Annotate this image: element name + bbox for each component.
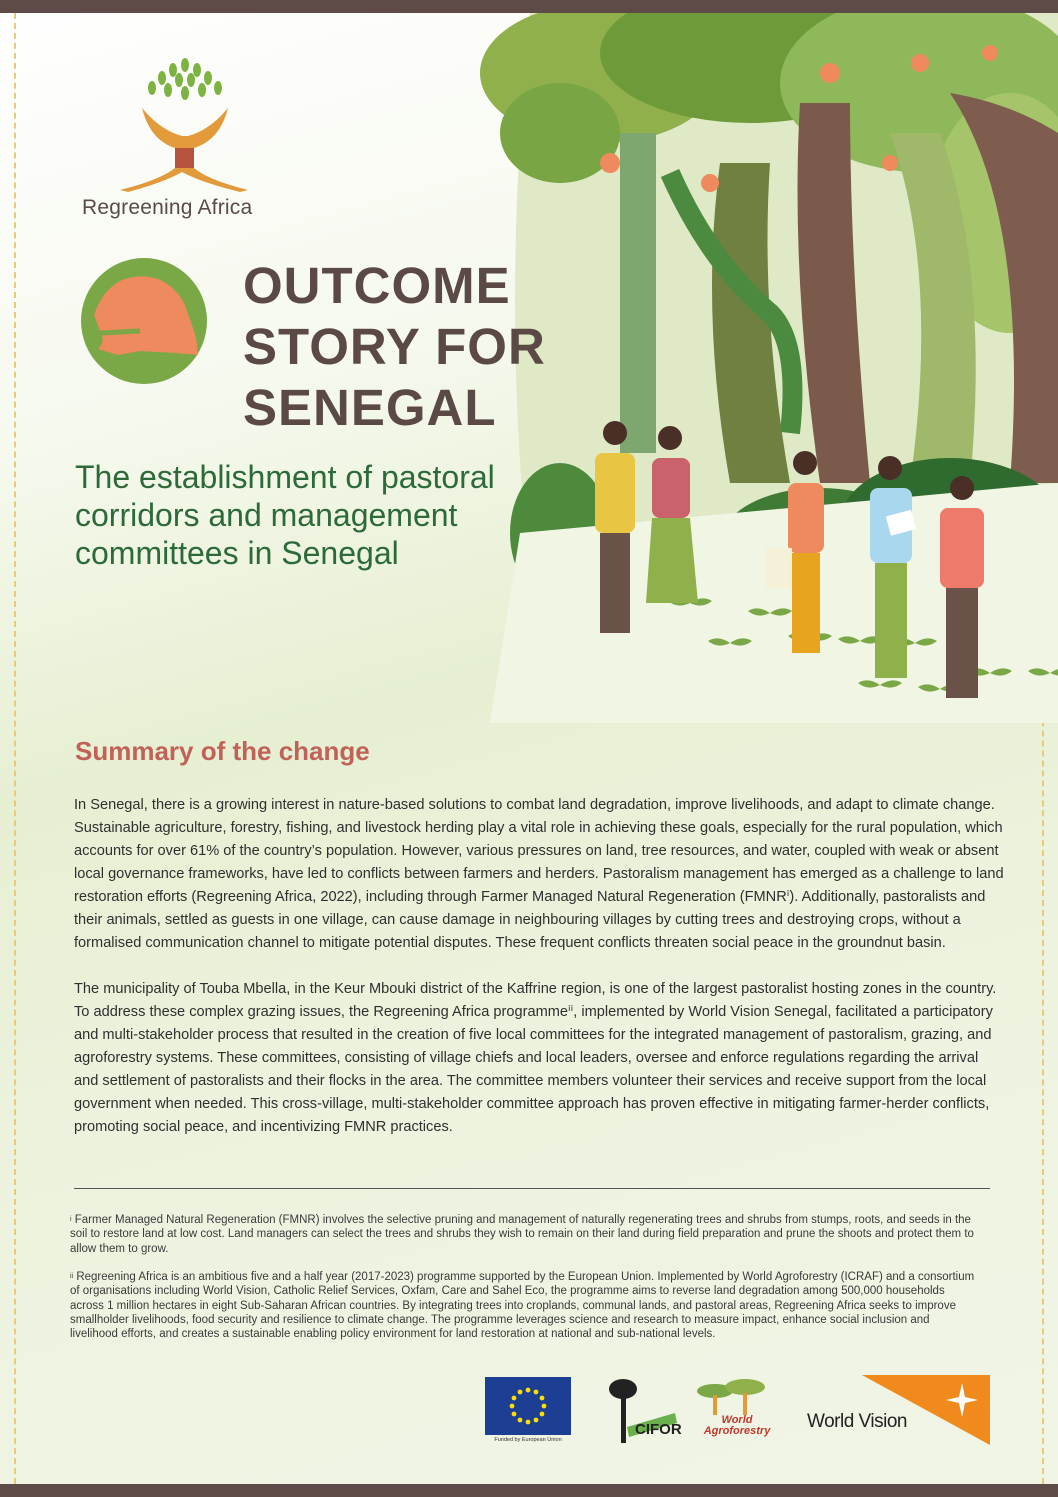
title-line: OUTCOME [243, 257, 511, 314]
cifor-label: CIFOR [635, 1421, 682, 1438]
partner-logos [480, 1375, 990, 1450]
title-line: SENEGAL [243, 379, 497, 436]
footnote [70, 1270, 980, 1341]
footnote-text: Farmer Managed Natural Regeneration (FMNR) involves the selective pruning and management of naturally regenerating trees and shrubs from stumps, roots, and seeds in the soil to restore land at low cost. Land managers can select the trees and shrubs they wish to remain on their land during field preparation and prune the shoots and protect them to allow them to grow. [70, 1214, 974, 1255]
eu-caption: Funded by European Union [494, 1437, 562, 1443]
title-line: STORY FOR [243, 318, 546, 375]
summary-body [74, 794, 1004, 1162]
section-heading: Summary of the change [75, 736, 370, 766]
footnote-text: Regreening Africa is an ambitious five and a half year (2017-2023) programme supported by the European Union. Implemented by World Agroforestry (ICRAF) and a consortium of organisations including World Vision, Catholic Relief Services, Oxfam, Care and Sahel Eco, the programme aims to reverse land degradation among 500,000 households across 1 million hectares in eight Sub-Saharan African countries. By integrating trees into croplands, communal lands, and pastoral areas, Regreening Africa seeks to improve smallholder livelihoods, food security and resilience to climate change. The programme leverages science and research to measure impact, enhance social inclusion and livelihood efforts, and creates a sustainable enabling policy environment for land restoration at national and sub-national levels. [70, 1271, 975, 1341]
footnote-divider [74, 1188, 990, 1189]
eu-flag-icon [485, 1377, 571, 1435]
bottom-border [0, 1484, 1058, 1497]
paragraph: The municipality of Touba Mbella, in the Keur Mbouki district of the Kaffrine region, is one of the largest pastoralist hosting zones in the country. To address these complex grazing issues, the Regreening Africa programmeⁱⁱ, implemented by World Vision Senegal, facilitated a participatory and multi-stakeholder process that resulted in the creation of five local committees for the integrated management of pastoralism, grazing, and agroforestry systems. These committees, consisting of village chiefs and local leaders, oversee and enforce regulations regarding the arrival and settlement of pastoralists and their flocks in the area. The committee members volunteer their services and receive support from the local government when needed. This cross-village, multi-stakeholder committee approach has proven effective in mitigating farmer-herder conflicts, promoting social peace, and incentivizing FMNR practices. [74, 981, 997, 1135]
page-subtitle [75, 458, 545, 572]
left-decorative-line [14, 13, 16, 1484]
footnote-marker: ii [70, 1273, 74, 1280]
tree-trunk [620, 133, 656, 453]
top-border [0, 0, 1058, 13]
footnote [70, 1213, 980, 1256]
subtitle-line: committees in Senegal [75, 535, 399, 571]
icraf-label-line: Agroforestry [703, 1425, 771, 1437]
subtitle-line: corridors and management [75, 497, 458, 533]
icraf-label-line: World [721, 1414, 753, 1426]
paragraph: In Senegal, there is a growing interest in nature-based solutions to combat land degradation, improve livelihoods, and adapt to climate change. Sustainable agriculture, forestry, fishing, and livestock herding play a vital role in achieving these goals, especially for the rural population, which accounts for over 61% of the country’s population. However, various pressures on land, tree resources, and water, coupled with weak or absent local governance frameworks, have led to conflicts between farmers and herders. Pastoralism management has emerged as a challenge to land restoration efforts (Regreening Africa, 2022), including through Farmer Managed Natural Regeneration (FMNRⁱ). Additionally, pastoralists and their animals, settled as guests in one village, can cause damage in neighbouring villages by cutting trees and destroying crops, without a formalised communication channel to mitigate potential disputes. These frequent conflicts threaten social peace in the groundnut basin. [74, 797, 1004, 951]
person [940, 476, 984, 698]
page-title [243, 255, 546, 438]
icraf-label [702, 1415, 772, 1437]
brand-name: Regreening Africa [82, 196, 253, 219]
footnote-marker: i [70, 1216, 72, 1223]
world-vision-label: World Vision [807, 1411, 907, 1432]
subtitle-line: The establishment of pastoral [75, 459, 495, 495]
forest-illustration [470, 13, 1058, 723]
senegal-map-icon [80, 257, 208, 385]
